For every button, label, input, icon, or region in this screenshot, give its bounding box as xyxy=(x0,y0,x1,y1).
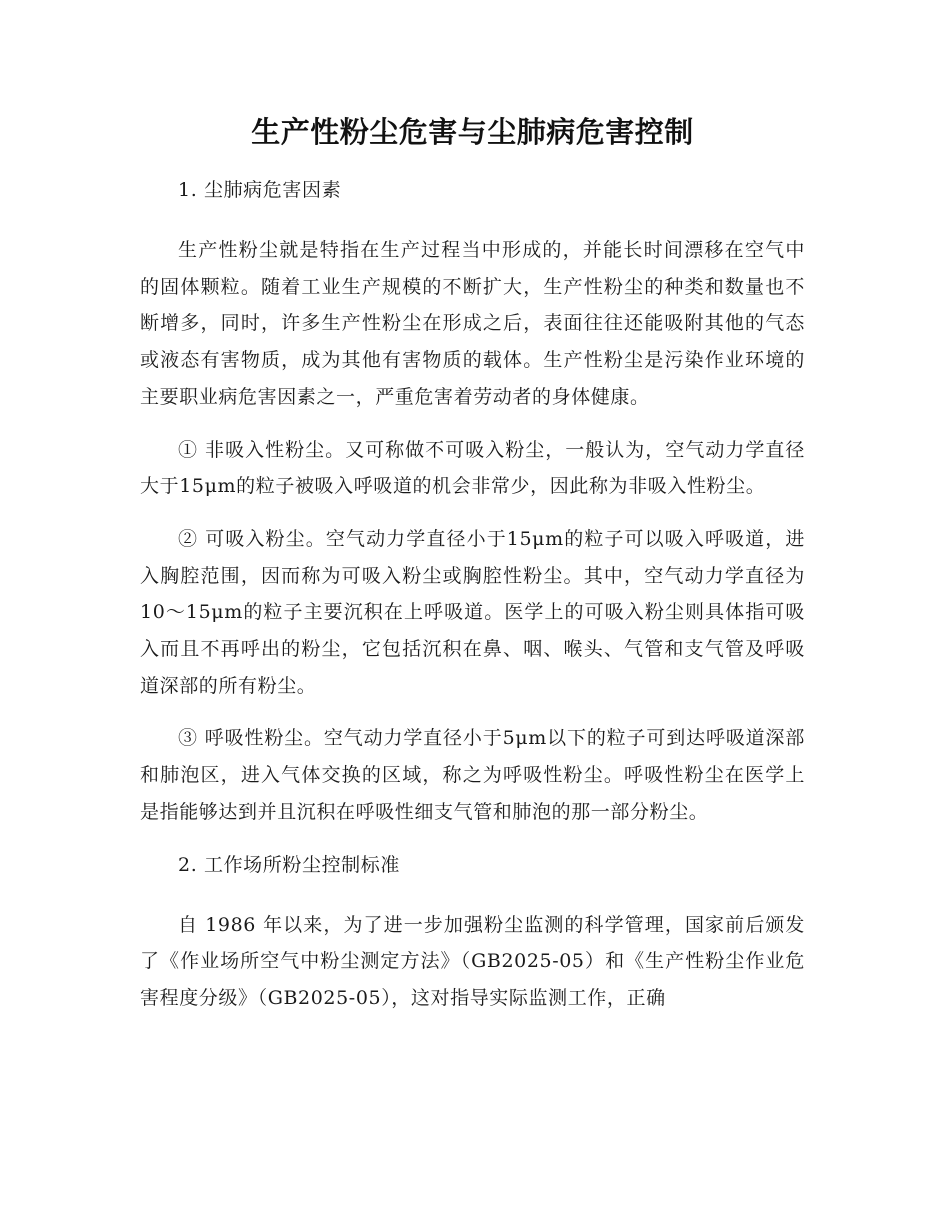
page-title: 生产性粉尘危害与尘肺病危害控制 xyxy=(251,115,694,149)
paragraph-inhalable-dust: ② 可吸入粉尘。空气动力学直径小于15μm的粒子可以吸入呼吸道，进入胸腔范围，因而称为可吸入粉尘或胸腔性粉尘。其中，空气动力学直径为10～15μm的粒子主要沉积在上呼吸道。医学上的可吸入粉尘则具体指可吸入而且不再呼出的粉尘，它包括沉积在鼻、咽、喉头、气管和支气管及呼吸道深部的所有粉尘。 xyxy=(140,527,805,697)
section-heading-2: 2. 工作场所粉尘控制标准 xyxy=(178,853,400,876)
section-heading-1: 1. 尘肺病危害因素 xyxy=(178,179,342,201)
paragraph-respirable-dust: ③ 呼吸性粉尘。空气动力学直径小于5μm以下的粒子可到达呼吸道深部和肺泡区，进入气体交换的区域，称之为呼吸性粉尘。呼吸性粉尘在医学上是指能够达到并且沉积在呼吸性细支气管和肺泡的那一部分粉尘。 xyxy=(140,727,805,823)
paragraph-non-inhalable-dust: ① 非吸入性粉尘。又可称做不可吸入粉尘，一般认为，空气动力学直径大于15μm的粒子被吸入呼吸道的机会非常少，因此称为非吸入性粉尘。 xyxy=(140,438,805,498)
document-body xyxy=(140,110,805,1033)
paragraph-intro: 生产性粉尘就是特指在生产过程当中形成的，并能长时间漂移在空气中的固体颗粒。随着工业生产规模的不断扩大，生产性粉尘的种类和数量也不断增多，同时，许多生产性粉尘在形成之后，表面往往还能吸附其他的气态或液态有害物质，成为其他有害物质的载体。生产性粉尘是污染作业环境的主要职业病危害因素之一，严重危害着劳动者的身体健康。 xyxy=(140,239,805,408)
paragraph-standards: 自 1986 年以来，为了进一步加强粉尘监测的科学管理，国家前后颁发了《作业场所空气中粉尘测定方法》（GB2025-05）和《生产性粉尘作业危害程度分级》（GB2025-05），这对指导实际监测工作，正确 xyxy=(140,913,805,1009)
